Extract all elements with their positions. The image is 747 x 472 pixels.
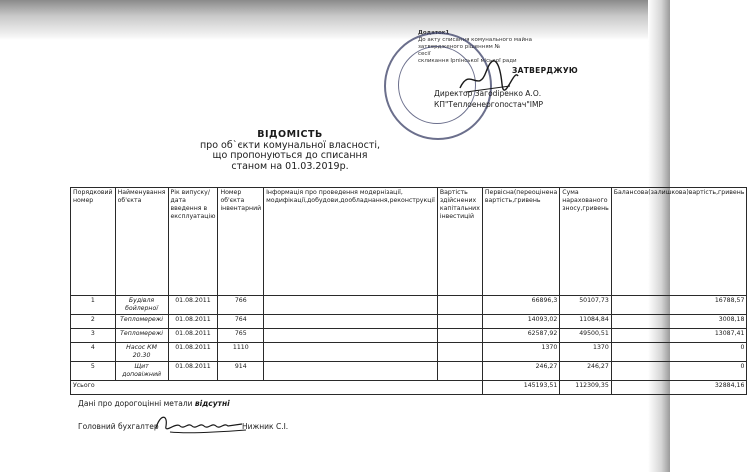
accountant-label: Головний бухгалтер [78,422,159,431]
note-value: відсутні [194,399,230,408]
total-initial: 145193,51 [482,381,559,395]
total-balance: 32884,16 [611,381,747,395]
row-inventory: 766 [218,296,264,315]
row-wear: 1370 [560,343,612,362]
title-line: про об`єкти комунальної власності, [199,139,381,151]
row-balance: 0 [611,362,747,381]
column-header: Рік випуску/дата введення в експлуатацію [168,188,218,296]
row-date: 01.08.2011 [168,343,218,362]
title-main: ВІДОМІСТЬ [257,129,323,140]
approval-label: ЗАТВЕРДЖУЮ [512,66,579,75]
organization-line: КП"Теплоенергопостач"ІМР [434,100,543,109]
row-initial: 14093,02 [482,315,559,329]
director-line: Директор Загоdіренко А.О. [434,89,542,98]
row-number: 1 [71,296,116,315]
table-row [71,315,747,329]
row-balance: 0 [611,343,747,362]
row-balance: 3008,18 [611,315,747,329]
row-initial: 1370 [482,343,559,362]
annex-line: затвердженого рішенням № [418,44,501,50]
row-initial: 62587,92 [482,329,559,343]
column-header: Інформація про проведення модернізації, модифікації,добудови,дообладнання,реконструкції [264,188,438,296]
row-modernization [264,296,438,315]
row-inventory: 1110 [218,343,264,362]
row-capital [437,296,482,315]
column-header: Вартість здійснених капітальних інвестицій [437,188,482,296]
assets-table [70,187,747,395]
table-header-row [71,188,747,296]
column-header: Найменування об'єкта [115,188,168,296]
row-capital [437,362,482,381]
row-number: 5 [71,362,116,381]
table-row [71,343,747,362]
row-capital [437,315,482,329]
accountant-signature [150,412,250,436]
row-wear: 246,27 [560,362,612,381]
accountant-name: Нижник С.І. [242,422,289,431]
row-modernization [264,343,438,362]
table-row [71,296,747,315]
row-initial: 66896,3 [482,296,559,315]
row-wear: 49500,51 [560,329,612,343]
row-number: 4 [71,343,116,362]
row-modernization [264,329,438,343]
precious-metals-note [78,399,230,408]
title-line: що пропонуються до списання [212,150,368,161]
row-number: 3 [71,329,116,343]
row-date: 01.08.2011 [168,315,218,329]
row-date: 01.08.2011 [168,329,218,343]
title-line: станом на 01.03.2019р. [231,160,349,172]
note-prefix: Дані про дорогоцінні метали [78,399,193,408]
row-number: 2 [71,315,116,329]
annex-line: сесії [418,51,431,57]
row-modernization [264,362,438,381]
table-row [71,362,747,381]
table-total-row [71,381,747,395]
row-date: 01.08.2011 [168,362,218,381]
row-name: Насос КМ 20.30 [115,343,168,362]
annex-line: скликання Ірпінської міської ради [418,58,517,64]
annex-line: Додаток1 [418,30,450,36]
column-header: Номер об'єкта інвентарний [218,188,264,296]
column-header: Первісна(переоцінена вартість,гривень [482,188,559,296]
accountant-line [78,422,289,431]
row-balance: 16788,57 [611,296,747,315]
row-initial: 246,27 [482,362,559,381]
row-capital [437,343,482,362]
row-capital [437,329,482,343]
annex-line: До акту списання комунального майна [418,37,532,43]
column-header: Балансова(залишкова)вартість,гривень [611,188,747,296]
document-title [190,130,390,172]
row-name: Щит доповіжний [115,362,168,381]
row-wear: 11084,84 [560,315,612,329]
row-modernization [264,315,438,329]
total-wear: 112309,35 [560,381,612,395]
row-balance: 13087,41 [611,329,747,343]
row-inventory: 764 [218,315,264,329]
row-date: 01.08.2011 [168,296,218,315]
column-header: Порядковий номер [71,188,116,296]
row-wear: 50107,73 [560,296,612,315]
row-name: Будівля бойлерної [115,296,168,315]
approval-signer [434,88,543,110]
row-inventory: 765 [218,329,264,343]
row-name: Тепломережі [115,315,168,329]
table-row [71,329,747,343]
column-header: Сума нарахованого зносу,гривень [560,188,612,296]
total-label: Усього [71,381,483,395]
row-name: Тепломережі [115,329,168,343]
row-inventory: 914 [218,362,264,381]
